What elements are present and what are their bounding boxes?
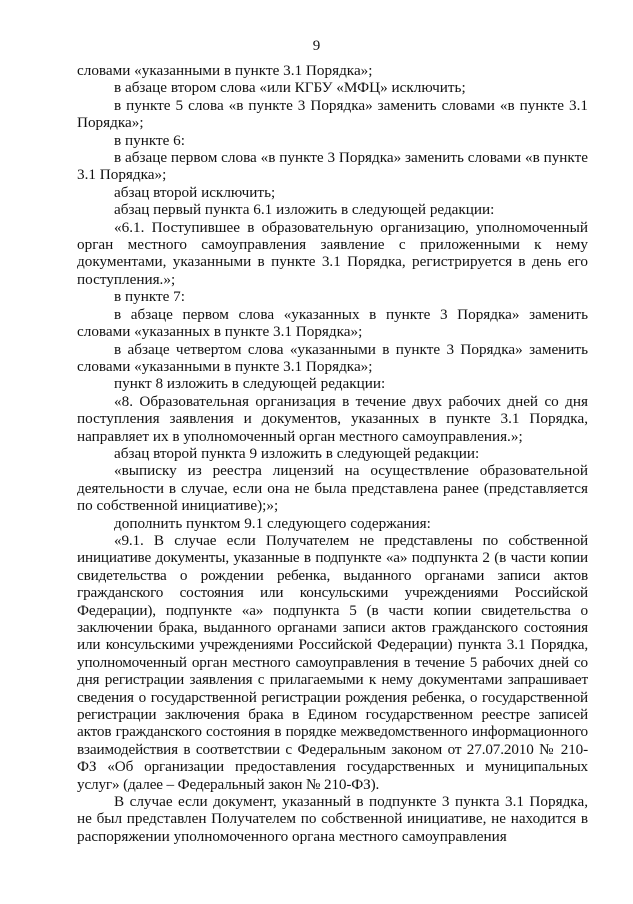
paragraph: в пункте 5 слова «в пункте 3 Порядка» заменить словами «в пункте 3.1 Порядка»; <box>77 96 588 132</box>
paragraph: в абзаце втором слова «или КГБУ «МФЦ» исключить; <box>114 79 466 97</box>
paragraph: абзац второй исключить; <box>114 183 276 201</box>
paragraph: дополнить пунктом 9.1 следующего содержания: <box>114 514 431 532</box>
paragraph: «6.1. Поступившее в образовательную организацию, уполномоченный орган местного самоуправления заявление с приложенными к нему документами, указанными в пункте 3.1 Порядка, регистрируется в день его поступления.»; <box>77 218 588 288</box>
paragraph: абзац второй пункта 9 изложить в следующей редакции: <box>114 444 480 462</box>
paragraph: «8. Образовательная организация в течение двух рабочих дней со дня поступления заявления и документов, указанных в пункте 3.1 Порядка, направляет их в уполномоченный орган местного самоуправления.»; <box>77 392 588 445</box>
paragraph: в пункте 7: <box>114 288 185 306</box>
paragraph: в пункте 6: <box>114 131 185 149</box>
document-body <box>77 62 588 845</box>
paragraph: в абзаце первом слова «указанных в пункте 3 Порядка» заменить словами «указанных в пункте 3.1 Порядка»; <box>77 305 588 341</box>
paragraph: «9.1. В случае если Получателем не представлены по собственной инициативе документы, указанные в подпункте «а» подпункта 2 (в части копии свидетельства о рождении ребенка, выданного органами записи актов гражданского состояния или консульскими учреждениями Российской Федерации), подпункте «а» подпункта 5 (в части копии свидетельства о заключении брака, выданного органами записи актов гражданского состояния или консульскими учреждениями Российской Федерации) пункта 3.1 Порядка, уполномоченный орган местного самоуправления в течение 5 рабочих дней со дня регистрации заявления с прилагаемыми к нему документами запрашивает сведения о государственной регистрации рождения ребенка, о государственной регистрации заключения брака в Едином государственном реестре записей актов гражданского состояния в порядке межведомственного информационного взаимодействия в соответствии с Федеральным законом от 27.07.2010 № 210-ФЗ «Об организации предоставления государственных и муниципальных услуг» (далее – Федеральный закон № 210-ФЗ). <box>77 531 588 793</box>
paragraph: словами «указанными в пункте 3.1 Порядка»; <box>77 62 373 79</box>
paragraph: в абзаце четвертом слова «указанными в пункте 3 Порядка» заменить словами «указанными в пункте 3.1 Порядка»; <box>77 340 588 375</box>
paragraph: «выписку из реестра лицензий на осуществление образовательной деятельности в случае, если она не была представлена ранее (представляется по собственной инициативе);»; <box>77 462 588 515</box>
paragraph: пункт 8 изложить в следующей редакции: <box>114 375 386 393</box>
paragraph: в абзаце первом слова «в пункте 3 Порядка» заменить словами «в пункте 3.1 Порядка»; <box>77 149 588 184</box>
paragraph: абзац первый пункта 6.1 изложить в следующей редакции: <box>114 201 495 219</box>
page-number: 9 <box>312 38 321 54</box>
paragraph: В случае если документ, указанный в подпункте 3 пункта 3.1 Порядка, не был представлен Получателем по собственной инициативе, не находится в распоряжении уполномоченного органа местного самоуправления <box>77 793 588 845</box>
